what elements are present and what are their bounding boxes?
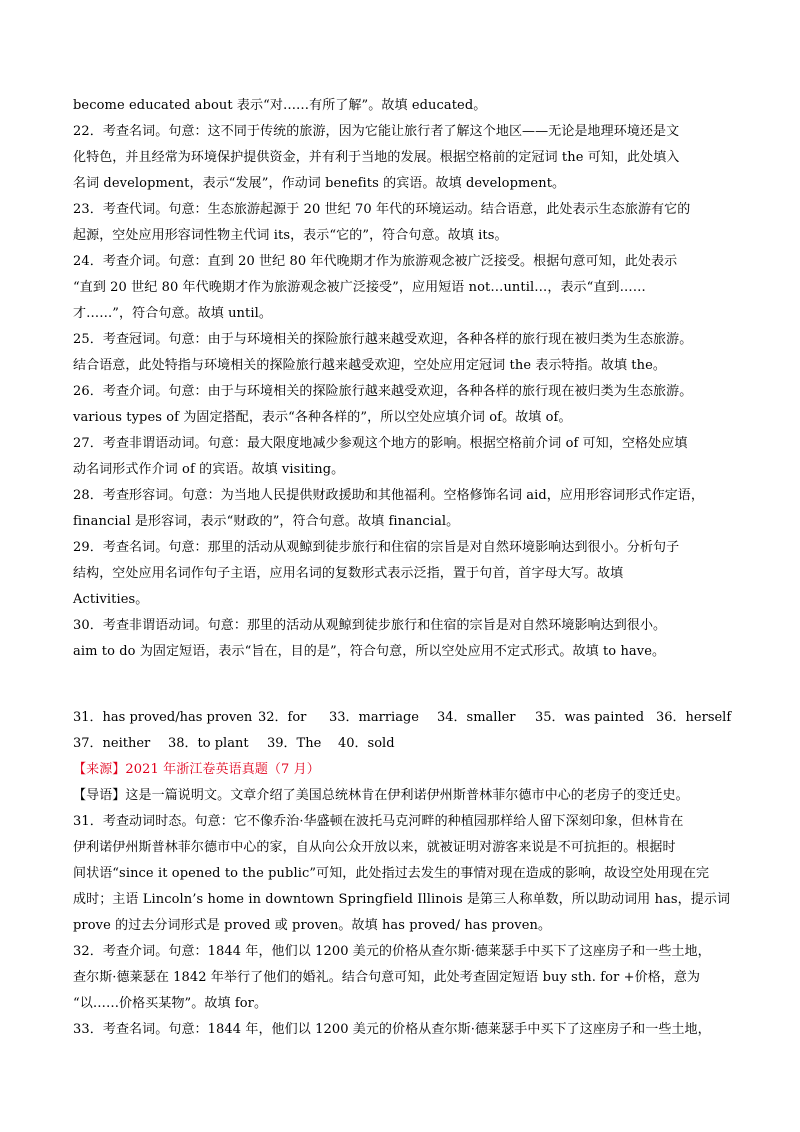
text-line: “以……价格买某物”。故填 for。 [73,996,268,1011]
answer-item: 39．The [267,736,322,751]
text-line: 22．考查名词。句意：这不同于传统的旅游，因为它能让旅行者了解这个地区——无论是地理环境还是文 [73,124,680,139]
text-line: 动名词形式作介词 of 的宾语。故填 visiting。 [73,462,345,477]
answer-item: 40．sold [338,736,395,751]
text-line: “直到 20 世纪 80 年代晚期才作为旅游观念被广泛接受”，应用短语 not…until…，表示“直到…… [73,280,646,295]
text-line: aim to do 为固定短语，表示“旨在，目的是”，符合句意，所以空处应用不定式形式。故填 to have。 [73,644,666,659]
text-line: 28．考查形容词。句意：为当地人民提供财政援助和其他福利。空格修饰名词 aid，应用形容词形式作定语， [73,488,705,503]
text-line: 查尔斯·德莱瑟在 1842 年举行了他们的婚礼。结合句意可知，此处考查固定短语 buy sth. for +价格，意为 [73,970,701,985]
text-line: 26．考查介词。句意：由于与环境相关的探险旅行越来越受欢迎，各种各样的旅行现在被归类为生态旅游。 [73,384,693,399]
answer-item: 37．neither [73,736,151,751]
text-line: financial 是形容词，表示“财政的”，符合句意。故填 financial。 [73,514,460,529]
text-line: Activities。 [73,592,149,607]
text-line: 29．考查名词。句意：那里的活动从观鲸到徒步旅行和住宿的宗旨是对自然环境影响达到很小。分析句子 [73,540,680,555]
answer-item: 35．was painted [535,710,645,725]
answer-item: 31．has proved/has proven [73,710,253,725]
text-line: 23．考查代词。句意：生态旅游起源于 20 世纪 70 年代的环境运动。结合语意，此处表示生态旅游有它的 [73,202,691,217]
text-line: 结构，空处应用名词作句子主语，应用名词的复数形式表示泛指，置于句首，首字母大写。故填 [73,566,624,581]
text-line: prove 的过去分词形式是 proved 或 proven。故填 has proved/ has proven。 [73,918,552,933]
source-label: 【来源】2021 年浙江卷英语真题（7 月） [73,762,320,777]
text-line: 结合语意，此处特指与环境相关的探险旅行越来越受欢迎，空处应用定冠词 the 表示特指。故填 the。 [73,358,666,373]
text-line: 名词 development，表示“发展”，作动词 benefits 的宾语。故填 development。 [73,176,566,191]
text-line: 伊利诺伊州斯普林菲尔德市中心的家，自从向公众开放以来，就被证明对游客来说是不可抗拒的。根据时 [73,840,676,855]
text-line: various types of 为固定搭配，表示“各种各样的”，所以空处应填介词 of。故填 of。 [73,410,572,425]
text-line: 才……”，符合句意。故填 until。 [73,306,272,321]
text-line: 24．考查介词。句意：直到 20 世纪 80 年代晚期才作为旅游观念被广泛接受。根据句意可知，此处表示 [73,254,678,269]
text-line: 成时；主语 Lincoln’s home in downtown Springfield Illinois 是第三人称单数，所以助动词用 has，提示词 [73,892,731,907]
answer-item: 38．to plant [168,736,249,751]
text-line: 25．考查冠词。句意：由于与环境相关的探险旅行越来越受欢迎，各种各样的旅行现在被归类为生态旅游。 [73,332,693,347]
text-line: 33．考查名词。句意：1844 年，他们以 1200 美元的价格从查尔斯·德莱瑟手中买下了这座房子和一些土地， [73,1022,711,1037]
answer-item: 36．herself [656,710,732,725]
answer-item: 33．marriage [329,710,419,725]
text-line: become educated about 表示“对……有所了解”。故填 educated。 [73,98,487,113]
text-line: 间状语“since it opened to the public”可知，此处指过去发生的事情对现在造成的影响，故设空处用现在完 [73,866,710,881]
answer-item: 32．for [258,710,307,725]
text-line: 30．考查非谓语动词。句意：那里的活动从观鲸到徒步旅行和住宿的宗旨是对自然环境影响达到很小。 [73,618,667,633]
text-line: 【导语】这是一篇说明文。文章介绍了美国总统林肯在伊利诺伊州斯普林菲尔德市中心的老房子的变迁史。 [73,788,689,803]
answer-item: 34．smaller [437,710,516,725]
text-line: 32．考查介词。句意：1844 年，他们以 1200 美元的价格从查尔斯·德莱瑟手中买下了这座房子和一些土地， [73,944,711,959]
text-line: 27．考查非谓语动词。句意：最大限度地减少参观这个地方的影响。根据空格前介词 of 可知，空格处应填 [73,436,688,451]
text-line: 化特色，并且经常为环境保护提供资金，并有利于当地的发展。根据空格前的定冠词 the 可知，此处填入 [73,150,680,165]
text-line: 起源，空处应用形容词性物主代词 its，表示“它的”，符合句意。故填 its。 [73,228,508,243]
text-line: 31．考查动词时态。句意：它不像乔治·华盛顿在波托马克河畔的种植园那样给人留下深刻印象，但林肯在 [73,814,684,829]
